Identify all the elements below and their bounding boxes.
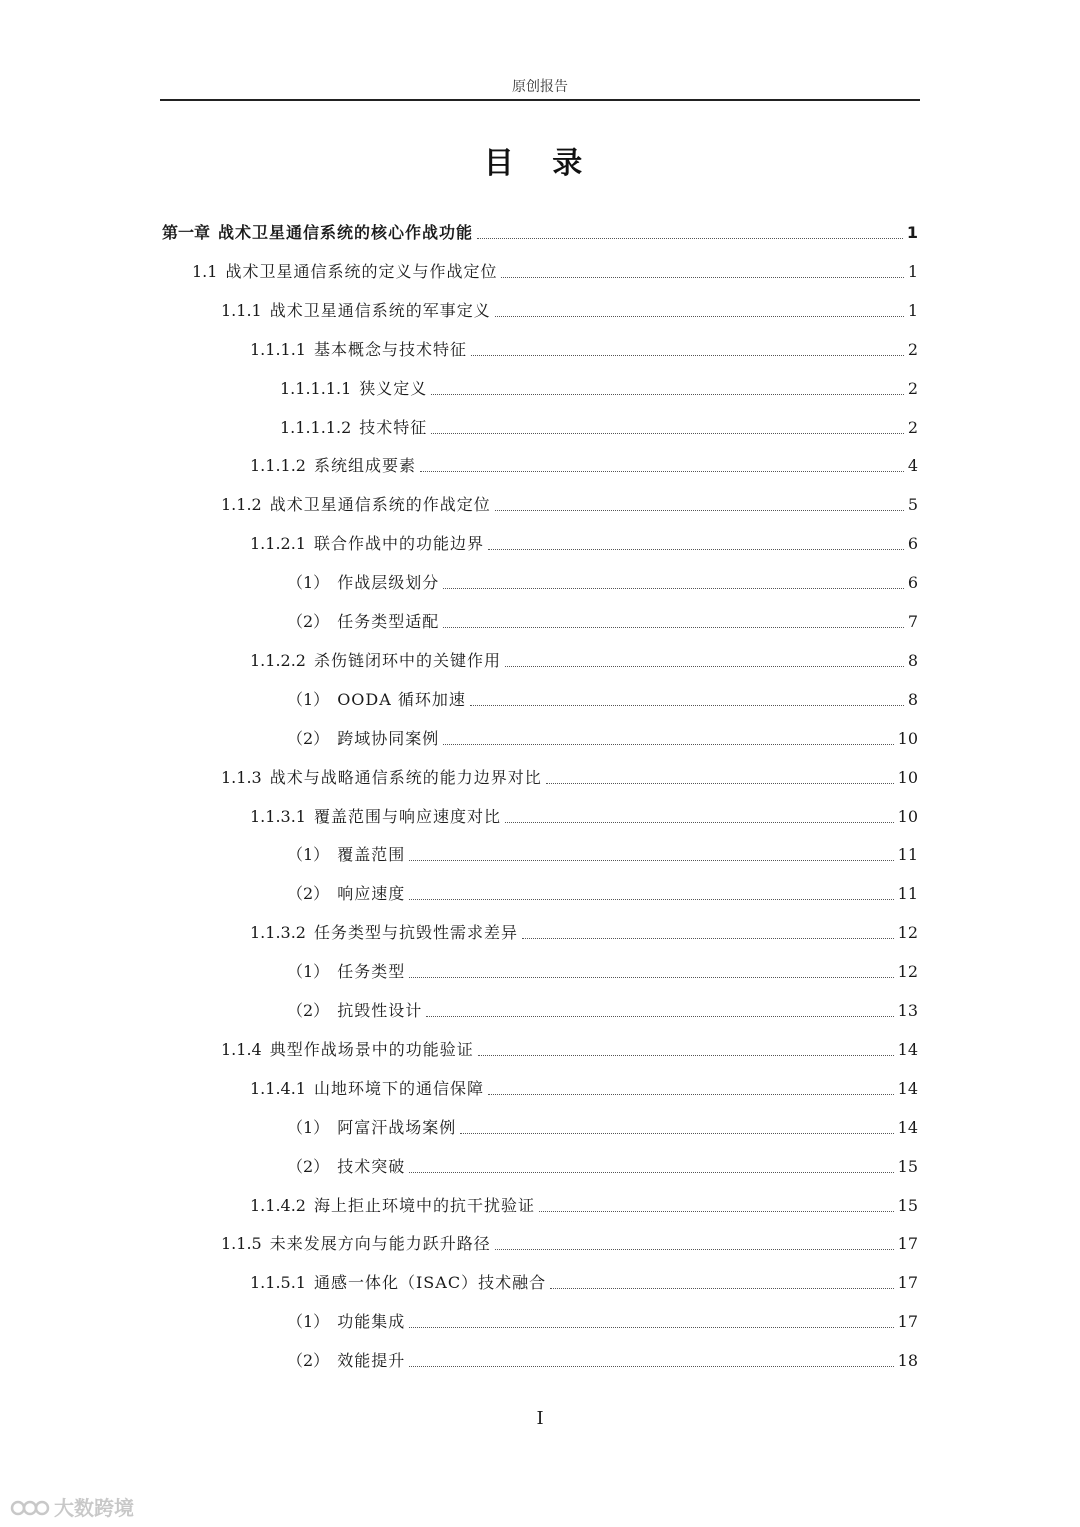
toc-entry-number: （2） [287, 1001, 330, 1020]
toc-leader-dots [471, 355, 904, 356]
toc-entry[interactable] [221, 1031, 918, 1061]
toc-entry-title: 功能集成 [337, 1312, 406, 1332]
toc-entry-page: 12 [897, 962, 918, 982]
toc-entry-title: 山地环境下的通信保障 [313, 1078, 484, 1098]
toc-leader-dots [443, 744, 893, 745]
toc-entry-number: 1.1.3 [221, 767, 262, 787]
toc-entry-page: 8 [907, 689, 918, 709]
toc-leader-dots [501, 277, 903, 278]
toc-entry[interactable] [287, 875, 918, 905]
watermark-logo-icon [10, 1496, 50, 1518]
toc-entry-page: 2 [907, 378, 918, 398]
toc-entry-number: 1.1.4 [221, 1039, 262, 1059]
toc-leader-dots [495, 1249, 894, 1250]
toc-entry[interactable] [287, 1303, 918, 1333]
toc-entry-title: 任务类型适配 [337, 612, 440, 631]
toc-leader-dots [426, 1016, 893, 1017]
toc-entry[interactable] [287, 1342, 918, 1372]
toc-leader-dots [409, 860, 893, 861]
toc-entry-title: 任务类型 [337, 962, 406, 982]
toc-entry-page: 12 [897, 923, 918, 943]
toc-entry-number: （1） [287, 1117, 330, 1137]
toc-entry-title: 抗毁性设计 [337, 1001, 423, 1020]
toc-entry[interactable] [250, 798, 918, 828]
toc-entry-title: 阿富汗战场案例 [337, 1117, 457, 1137]
toc-leader-dots [409, 1327, 893, 1328]
toc-entry-number: 1.1.1.1 [250, 339, 306, 359]
toc-leader-dots [477, 238, 903, 239]
toc-entry-page: 6 [907, 534, 918, 554]
toc-entry-number: （1） [287, 845, 330, 865]
toc-entry-title: 战术卫星通信系统的定义与作战定位 [225, 261, 498, 281]
toc-entry[interactable] [221, 292, 918, 322]
toc-entry-title: 联合作战中的功能边界 [313, 534, 484, 554]
running-header: 原创报告 [512, 79, 568, 95]
toc-entry-number: （1） [287, 573, 330, 593]
toc-entry-title: 效能提升 [337, 1351, 406, 1371]
toc-entry-number: （2） [287, 884, 330, 904]
toc-leader-dots [550, 1288, 894, 1289]
toc-entry-title: 战术卫星通信系统的军事定义 [269, 300, 491, 320]
toc-entry[interactable] [250, 331, 918, 361]
toc-entry-number: （1） [287, 689, 330, 709]
toc-entry-page: 15 [897, 1156, 918, 1176]
toc-leader-dots [522, 938, 894, 939]
toc-entry-number: （1） [287, 1312, 330, 1332]
toc-entry-number: 1.1.2.2 [250, 650, 306, 670]
toc-entry-page: 1 [906, 223, 918, 242]
toc-entry-number: 1.1.2.1 [250, 534, 306, 554]
toc-entry-page: 17 [897, 1234, 918, 1254]
toc-entry-number: 1.1.5 [221, 1234, 262, 1254]
toc-entry-title: 响应速度 [337, 884, 406, 904]
toc-entry-number: 1.1.1.1.1 [280, 378, 352, 398]
toc-entry-number: （2） [287, 1351, 330, 1371]
toc-leader-dots [431, 433, 904, 434]
toc-entry-number: 第一章 [162, 223, 211, 242]
toc-leader-dots [409, 1366, 893, 1367]
toc-leader-dots [409, 1172, 893, 1173]
toc-entry[interactable] [250, 1187, 918, 1217]
toc-entry-number: （2） [287, 1156, 330, 1176]
toc-entry-page: 17 [897, 1273, 918, 1293]
toc-entry-title: 跨域协同案例 [337, 728, 440, 748]
toc-leader-dots [443, 588, 904, 589]
toc-entry[interactable] [250, 447, 918, 477]
toc-entry[interactable] [287, 564, 918, 594]
toc-entry-page: 13 [897, 1001, 918, 1020]
page-number: I [536, 1408, 544, 1429]
toc-entry-page: 6 [907, 573, 918, 593]
toc-entry[interactable] [221, 759, 918, 789]
toc-entry-title: 覆盖范围与响应速度对比 [313, 806, 501, 826]
header-rule [160, 99, 920, 101]
watermark [10, 1492, 134, 1521]
toc-entry[interactable] [192, 253, 918, 283]
toc-entry[interactable] [287, 992, 918, 1022]
toc-leader-dots [488, 549, 904, 550]
toc-entry-number: 1.1.1 [221, 300, 262, 320]
toc-leader-dots [431, 394, 904, 395]
toc-leader-dots [505, 822, 894, 823]
toc-entry-number: 1.1.3.2 [250, 923, 306, 943]
toc-entry[interactable] [221, 486, 918, 516]
toc-entry-title: 系统组成要素 [313, 456, 416, 476]
toc-leader-dots [495, 316, 904, 317]
toc-entry-title: 战术与战略通信系统的能力边界对比 [269, 767, 542, 787]
toc-entry-page: 17 [897, 1312, 918, 1332]
toc-entry-number: 1.1.4.1 [250, 1078, 306, 1098]
toc-entry[interactable] [287, 681, 918, 711]
toc-entry[interactable] [250, 1070, 918, 1100]
toc-entry-title: 战术卫星通信系统的作战定位 [269, 495, 491, 515]
toc-entry-title: 覆盖范围 [337, 845, 406, 865]
toc-entry-title: 典型作战场景中的功能验证 [269, 1039, 474, 1059]
toc-entry-title: 技术突破 [337, 1156, 406, 1176]
toc-entry-page: 14 [897, 1117, 918, 1137]
toc-entry[interactable] [280, 409, 918, 439]
toc-entry-page: 18 [897, 1351, 918, 1371]
toc-entry[interactable] [287, 603, 918, 633]
toc-entry-page: 10 [897, 806, 918, 826]
toc-entry-title: OODA 循环加速 [337, 689, 466, 709]
toc-entry-title: 杀伤链闭环中的关键作用 [313, 650, 501, 670]
toc-leader-dots [539, 1211, 894, 1212]
toc-leader-dots [546, 783, 894, 784]
toc-entry[interactable] [250, 1264, 918, 1294]
toc-entry[interactable] [162, 214, 918, 244]
toc-entry-page: 1 [907, 261, 918, 281]
toc-entry[interactable] [287, 1148, 918, 1178]
toc-entry-number: 1.1.1.2 [250, 456, 306, 476]
toc-leader-dots [478, 1055, 894, 1056]
toc-entry-page: 2 [907, 417, 918, 437]
toc-leader-dots [420, 471, 904, 472]
toc-entry-number: 1.1 [192, 261, 218, 281]
toc-entry-page: 14 [897, 1039, 918, 1059]
toc-leader-dots [443, 627, 904, 628]
toc-leader-dots [470, 705, 904, 706]
toc-entry[interactable] [280, 370, 918, 400]
toc-entry-number: 1.1.1.1.2 [280, 417, 352, 437]
toc-entry-number: （2） [287, 728, 330, 748]
toc-entry[interactable] [287, 953, 918, 983]
toc-entry-number: 1.1.2 [221, 495, 262, 515]
toc-leader-dots [495, 510, 904, 511]
toc-entry-page: 4 [907, 456, 918, 476]
toc-entry-page: 1 [907, 300, 918, 320]
toc-entry[interactable] [287, 1109, 918, 1139]
toc-entry-title: 作战层级划分 [337, 573, 440, 593]
toc-entry-page: 8 [907, 650, 918, 670]
toc-entry-page: 14 [897, 1078, 918, 1098]
toc-entry-page: 15 [897, 1195, 918, 1215]
toc-entry-page: 2 [907, 339, 918, 359]
page-title: 目 录 [483, 146, 597, 181]
toc-entry[interactable] [250, 642, 918, 672]
toc-entry-title: 技术特征 [359, 417, 428, 437]
toc-entry-title: 狭义定义 [359, 378, 428, 398]
toc-entry-page: 10 [897, 728, 918, 748]
toc-entry-title: 战术卫星通信系统的核心作战功能 [218, 223, 474, 242]
toc-entry[interactable] [221, 1225, 918, 1255]
toc-leader-dots [409, 899, 893, 900]
toc-entry-number: （1） [287, 962, 330, 982]
toc-entry-title: 基本概念与技术特征 [313, 339, 467, 359]
toc-leader-dots [460, 1133, 893, 1134]
toc-entry-page: 7 [907, 612, 918, 631]
toc-entry-page: 11 [897, 845, 918, 865]
toc-entry-title: 未来发展方向与能力跃升路径 [269, 1234, 491, 1254]
toc-entry[interactable] [250, 525, 918, 555]
toc-entry-page: 5 [907, 495, 918, 515]
watermark-text: 大数跨境 [54, 1496, 134, 1520]
toc-leader-dots [409, 977, 893, 978]
toc-entry-title: 任务类型与抗毁性需求差异 [313, 923, 518, 943]
toc-leader-dots [505, 666, 904, 667]
toc-entry-title: 通感一体化（ISAC）技术融合 [313, 1273, 547, 1293]
toc-entry-number: （2） [287, 612, 330, 631]
toc-entry[interactable] [287, 720, 918, 750]
toc-entry-number: 1.1.3.1 [250, 806, 306, 826]
toc-entry[interactable] [250, 914, 918, 944]
toc-entry-page: 11 [897, 884, 918, 904]
toc-leader-dots [488, 1094, 894, 1095]
toc-entry-number: 1.1.4.2 [250, 1195, 306, 1215]
toc-entry-title: 海上拒止环境中的抗干扰验证 [313, 1195, 535, 1215]
toc-entry[interactable] [287, 836, 918, 866]
toc-entry-page: 10 [897, 767, 918, 787]
toc-entry-number: 1.1.5.1 [250, 1273, 306, 1293]
